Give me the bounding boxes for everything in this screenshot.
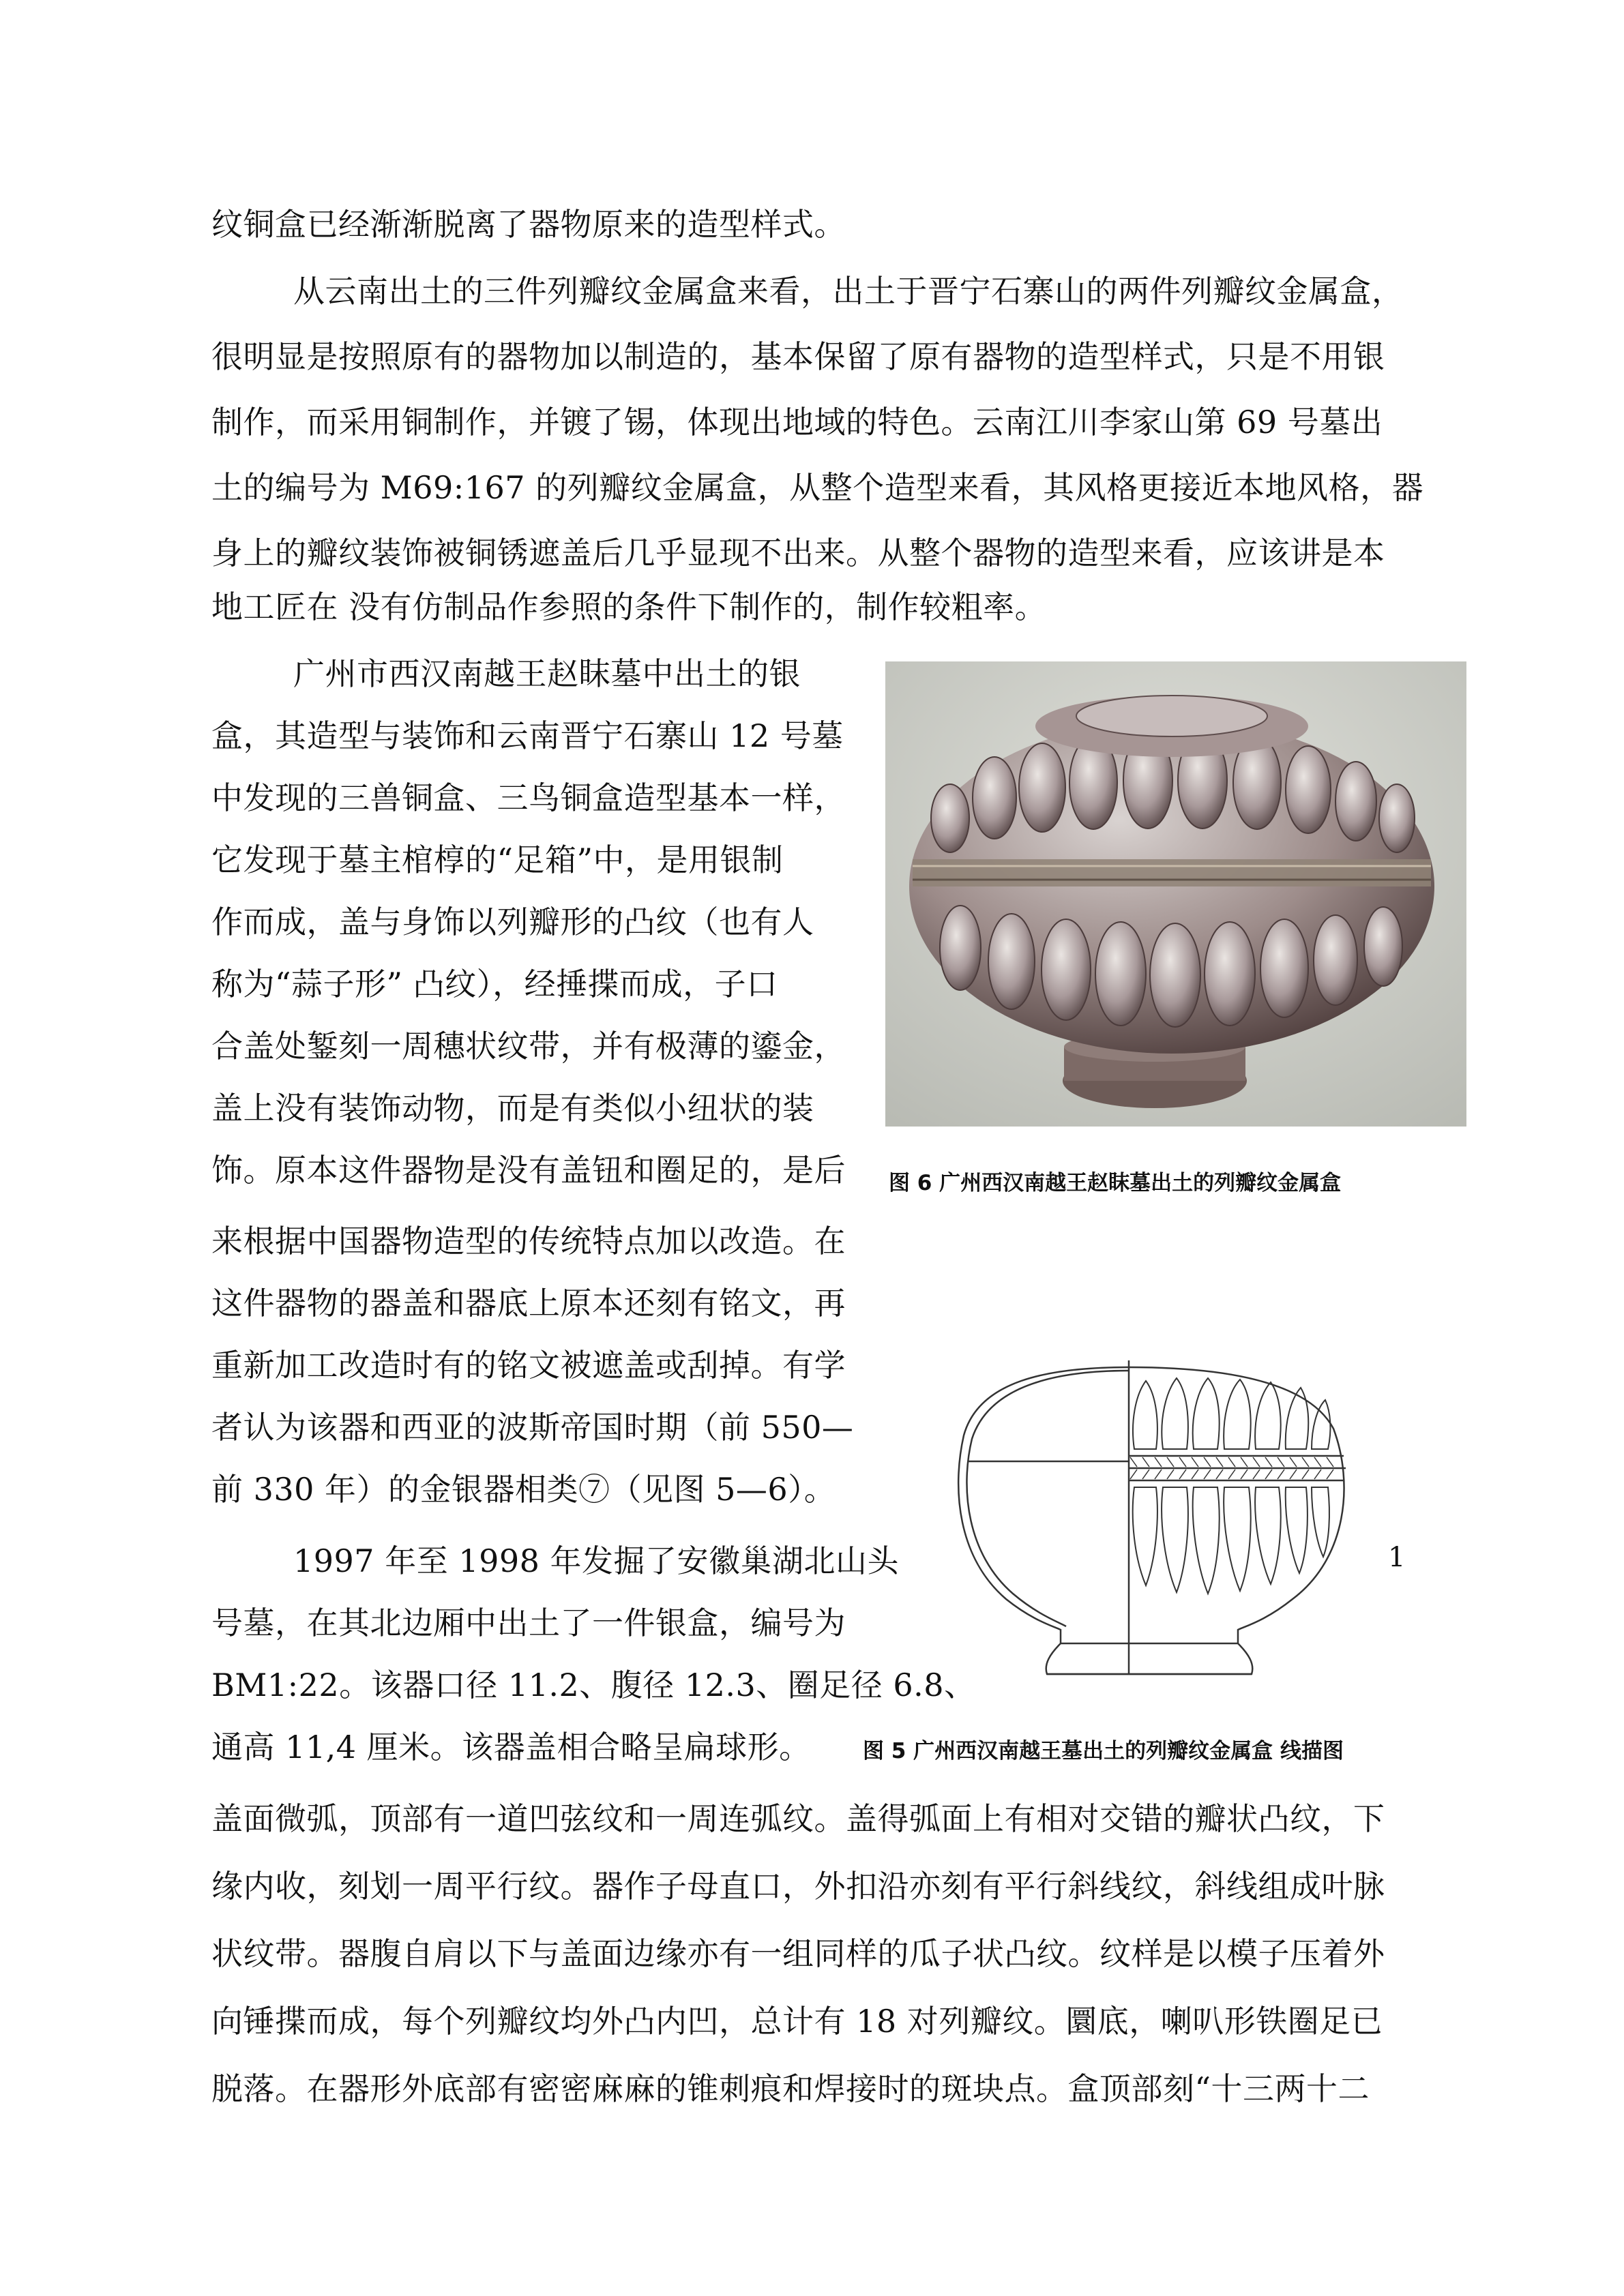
text-line: 地工匠在 没有仿制品作参照的条件下制作的，制作较粗率。 (211, 588, 1047, 625)
figure-5-label: 1 (1388, 1542, 1406, 1573)
text-line: 1997 年至 1998 年发掘了安徽巢湖北山头 (293, 1542, 899, 1579)
text-line: 脱落。在器形外底部有密密麻麻的锥刺痕和焊接时的斑块点。盒顶部刻“十三两十二 (211, 2070, 1370, 2107)
text-line: 状纹带。器腹自肩以下与盖面边缘亦有一组同样的瓜子状凸纹。纹样是以模子压着外 (211, 1935, 1385, 1972)
text-line: 来根据中国器物造型的传统特点加以改造。在 (211, 1223, 846, 1259)
text-line: 者认为该器和西亚的波斯帝国时期（前 550— (211, 1409, 854, 1446)
silver-box-photo-image (885, 661, 1466, 1127)
text-line: 制作，而采用铜制作，并镀了锡，体现出地域的特色。云南江川李家山第 69 号墓出 (211, 404, 1383, 441)
text-line: 通高 11,4 厘米。该器盖相合略呈扁球形。 (211, 1729, 811, 1765)
text-line: 重新加工改造时有的铭文被遮盖或刮掉。有学 (211, 1347, 846, 1384)
text-line: 号墓，在其北边厢中出土了一件银盒，编号为 (211, 1605, 846, 1641)
text-line: 从云南出土的三件列瓣纹金属盒来看，出土于晋宁石寨山的两件列瓣纹金属盒， (293, 273, 1404, 310)
text-line: 广州市西汉南越王赵眜墓中出土的银 (293, 655, 801, 692)
text-line: 土的编号为 M69:167 的列瓣纹金属盒，从整个造型来看，其风格更接近本地风格，器 (211, 469, 1424, 506)
text-line: 纹铜盒已经渐渐脱离了器物原来的造型样式。 (211, 206, 846, 243)
text-line: 作而成，盖与身饰以列瓣形的凸纹（也有人 (211, 904, 814, 940)
text-line: 缘内收，刻划一周平行纹。器作子母直口，外扣沿亦刻有平行斜线纹，斜线组成叶脉 (211, 1868, 1385, 1905)
text-line: 中发现的三兽铜盒、三鸟铜盒造型基本一样， (211, 779, 846, 816)
figure-5-drawing (951, 1354, 1361, 1688)
silver-box-line-drawing-image (951, 1354, 1361, 1688)
text-line: 它发现于墓主棺椁的“足箱”中，是用银制 (211, 841, 784, 878)
text-line: 身上的瓣纹装饰被铜锈遮盖后几乎显现不出来。从整个器物的造型来看，应该讲是本 (211, 535, 1385, 571)
text-line: 盖面微弧，顶部有一道凹弦纹和一周连弧纹。盖得弧面上有相对交错的瓣状凸纹，下 (211, 1800, 1385, 1837)
text-line: 饰。原本这件器物是没有盖钮和圈足的，是后 (211, 1152, 846, 1189)
text-line: 很明显是按照原有的器物加以制造的，基本保留了原有器物的造型样式，只是不用银 (211, 338, 1385, 375)
text-line: 盒，其造型与装饰和云南晋宁石寨山 12 号墓 (211, 717, 844, 754)
text-line: BM1:22。该器口径 11.2、腹径 12.3、圈足径 6.8、 (211, 1667, 976, 1703)
text-line: 合盖处錾刻一周穗状纹带，并有极薄的鎏金， (211, 1028, 846, 1064)
text-line: 称为“蒜子形” 凸纹），经捶揲而成，子口 (211, 966, 778, 1002)
text-line: 盖上没有装饰动物，而是有类似小纽状的装 (211, 1090, 814, 1127)
text-line: 这件器物的器盖和器底上原本还刻有铭文，再 (211, 1285, 846, 1322)
text-line: 向锤揲而成，每个列瓣纹均外凸内凹，总计有 18 对列瓣纹。圜底，喇叭形铁圈足已 (211, 2003, 1383, 2040)
figure-5-caption: 图 5 广州西汉南越王墓出土的列瓣纹金属盒 线描图 (863, 1739, 1344, 1763)
text-line: 前 330 年）的金银器相类⑦（见图 5—6）。 (211, 1471, 836, 1508)
figure-6-caption: 图 6 广州西汉南越王赵眜墓出土的列瓣纹金属盒 (889, 1171, 1342, 1195)
figure-6-photo (885, 661, 1466, 1127)
